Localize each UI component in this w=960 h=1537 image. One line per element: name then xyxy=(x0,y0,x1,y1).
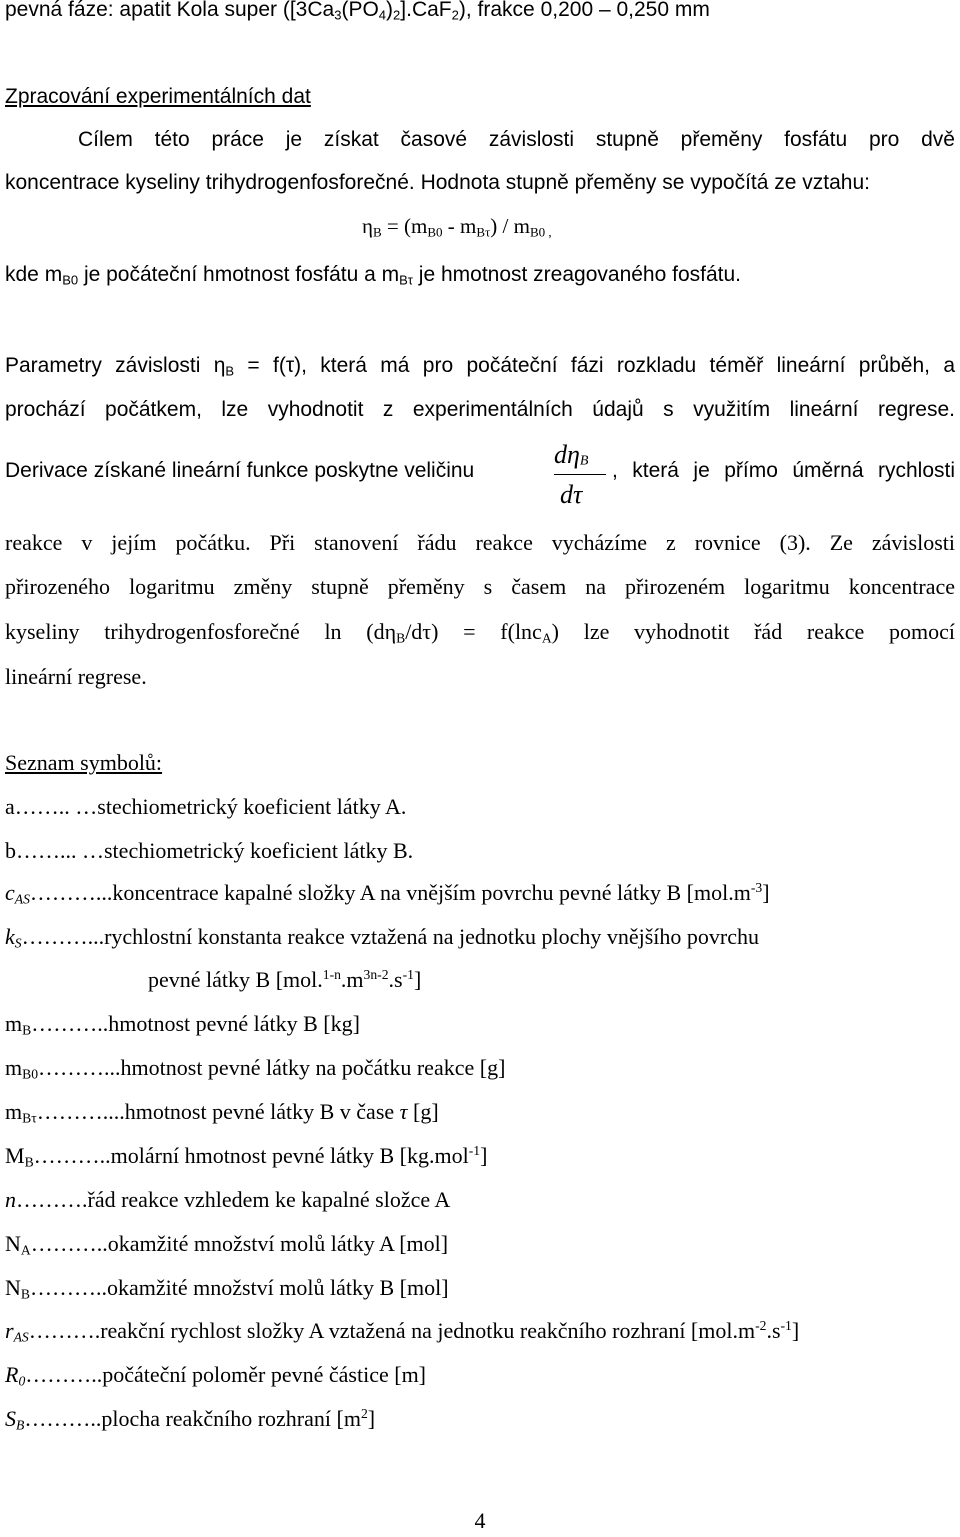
symbol-name: k xyxy=(5,924,15,949)
symbol-row xyxy=(5,1055,505,1081)
subscript: Bτ xyxy=(399,272,413,288)
symbol-row xyxy=(5,1099,439,1125)
symbol-desc: .počáteční poloměr pevné částice [m] xyxy=(96,1362,427,1387)
symbol-desc: .s xyxy=(766,1318,781,1343)
fraction-numerator xyxy=(554,440,588,470)
paragraph-text: koncentrace kyseliny trihydrogenfosforečné. xyxy=(5,171,415,194)
phase-info-line xyxy=(5,0,710,22)
where-line xyxy=(5,263,741,287)
symbol-dots: ………. xyxy=(30,1231,103,1256)
symbol-name: c xyxy=(5,880,15,905)
subscript: B0 xyxy=(22,1066,39,1082)
paragraph-line xyxy=(5,354,955,378)
symbol-desc: .hmotnost pevné látky B [kg] xyxy=(102,1011,360,1036)
symbol-dots: ………. xyxy=(29,880,102,905)
paragraph-text: Parametry závislosti η xyxy=(5,354,226,377)
symbol-row xyxy=(5,1143,487,1169)
subscript: B xyxy=(579,453,589,469)
symbol-row xyxy=(5,880,770,906)
subscript: AS xyxy=(14,891,30,907)
symbol-desc: stechiometrický koeficient látky A. xyxy=(97,794,407,819)
symbol-dots: …….. … xyxy=(14,794,98,819)
symbol-desc: .molární hmotnost pevné látky B [kg.mol xyxy=(105,1143,469,1168)
symbol-desc: ] xyxy=(762,880,770,905)
symbol-row xyxy=(5,924,759,950)
where-text: je počáteční hmotnost fosfátu a m xyxy=(78,263,400,286)
conversion-equation xyxy=(362,214,552,239)
superscript: -1 xyxy=(402,966,414,982)
subscript: Bτ xyxy=(476,224,491,240)
symbol-name: m xyxy=(5,1011,23,1036)
symbol-desc: ..rychlostní konstanta reakce vztažená na jednotku plochy vnějšího povrchu xyxy=(93,924,759,949)
symbol-dots: ………. xyxy=(33,1143,106,1168)
subscript: Bτ xyxy=(22,1110,37,1126)
symbol-desc: [g] xyxy=(407,1099,439,1124)
symbol-row xyxy=(5,1231,448,1257)
symbol-desc: ] xyxy=(480,1143,488,1168)
paragraph-line: Cílem této práce je získat časové závislosti stupně přeměny fosfátu pro dvě xyxy=(78,128,955,151)
paragraph-line xyxy=(5,171,870,195)
symbol-name: N xyxy=(5,1275,21,1300)
symbol-row xyxy=(5,1275,449,1301)
symbol-dots: ………. xyxy=(25,1362,97,1387)
paragraph-line: prochází počátkem, lze vyhodnotit z experimentálních údajů s využitím lineární regrese. xyxy=(5,398,955,421)
subscript: 2 xyxy=(393,7,401,23)
symbol-dots: ………. xyxy=(36,1099,109,1124)
symbol-name: r xyxy=(5,1318,14,1343)
paragraph-line: lineární regrese. xyxy=(5,664,147,689)
phase-text: (PO xyxy=(341,0,379,21)
page-number: 4 xyxy=(474,1508,486,1533)
symbol-dots: ………. xyxy=(24,1406,96,1431)
symbol-desc: ] xyxy=(367,1406,376,1431)
subscript: B0 xyxy=(427,224,443,240)
symbol-row xyxy=(5,1406,375,1432)
superscript: -3 xyxy=(750,879,763,895)
paragraph-text: kyseliny trihydrogenfosforečné ln (dη xyxy=(5,619,397,644)
phase-text: ), frakce 0,200 – 0,250 mm xyxy=(458,0,710,21)
symbol-desc: reakční rychlost složky A vztažená na jednotku reakčního rozhraní [mol.m xyxy=(100,1318,756,1343)
subscript: 2 xyxy=(451,7,459,23)
subscript: A xyxy=(541,630,552,646)
symbol-desc: .plocha reakčního rozhraní [m xyxy=(95,1406,361,1431)
symbol-desc: .okamžité množství molů látky B [mol] xyxy=(101,1275,449,1300)
subscript: S xyxy=(14,935,22,951)
subscript: 0 xyxy=(18,1373,26,1389)
superscript: -1 xyxy=(780,1317,792,1333)
symbol-name: a xyxy=(5,794,15,819)
superscript: 2 xyxy=(360,1405,368,1421)
subscript: B0 , xyxy=(529,224,552,240)
paragraph-text: Hodnota stupně přeměny se vypočítá ze vztahu: xyxy=(420,171,870,194)
subscript: B xyxy=(396,630,406,646)
symbol-dots: ………. xyxy=(21,924,94,949)
phase-text: ].CaF xyxy=(400,0,452,21)
subscript: B0 xyxy=(62,272,79,288)
subscript: B xyxy=(225,363,235,379)
symbol-dots: ………. xyxy=(29,1275,102,1300)
symbol-row xyxy=(5,1362,426,1388)
phase-text: ) xyxy=(386,0,394,21)
symbol-desc: .s xyxy=(388,967,403,992)
symbols-title: Seznam symbolů: xyxy=(5,750,163,775)
section-title: Zpracování experimentálních dat xyxy=(5,85,311,108)
subscript: AS xyxy=(13,1329,29,1345)
symbol-desc: ..hmotnost pevné látky na počátku reakce [g] xyxy=(109,1055,506,1080)
eta-symbol: η xyxy=(362,214,373,238)
symbol-name: m xyxy=(5,1099,23,1124)
paragraph-text: /dτ) = f(lnc xyxy=(405,619,542,644)
symbol-row xyxy=(5,1011,360,1037)
paragraph-line: Derivace získané lineární funkce poskytne veličinu xyxy=(5,459,475,482)
numerator-text: dη xyxy=(554,440,580,469)
symbol-desc: ] xyxy=(413,967,422,992)
equation-text: ) / m xyxy=(490,214,530,238)
paragraph-line: přirozeného logaritmu změny stupně přeměny s časem na přirozeném logaritmu koncentrace xyxy=(5,574,955,599)
symbol-desc: stechiometrický koeficient látky B. xyxy=(104,838,414,863)
symbol-row xyxy=(5,1187,450,1213)
phase-text: pevná fáze: apatit Kola super ([3Ca xyxy=(5,0,335,21)
paragraph-text: ) lze vyhodnotit řád reakce pomocí xyxy=(551,619,955,644)
superscript: -1 xyxy=(468,1142,481,1158)
fraction-denominator: dτ xyxy=(560,480,583,509)
symbol-name: m xyxy=(5,1055,23,1080)
symbol-desc: .okamžité množství molů látky A [mol] xyxy=(102,1231,449,1256)
subscript: B xyxy=(24,1154,34,1170)
symbol-desc: ] xyxy=(791,1318,800,1343)
equation-text: - m xyxy=(442,214,477,238)
fraction-bar xyxy=(554,474,606,475)
symbol-row xyxy=(5,838,413,864)
tau-symbol: τ xyxy=(399,1099,408,1124)
symbol-name: R xyxy=(5,1362,19,1387)
paragraph-line: reakce v jejím počátku. Při stanovení řádu reakce vycházíme z rovnice (3). Ze závislosti xyxy=(5,530,955,555)
derivative-fraction xyxy=(554,440,614,510)
subscript: 3 xyxy=(334,7,342,23)
symbol-dots: ………. xyxy=(16,1187,88,1212)
symbol-desc: řád reakce vzhledem ke kapalné složce A xyxy=(87,1187,451,1212)
subscript: B xyxy=(16,1417,25,1433)
symbol-row xyxy=(5,794,406,820)
subscript: A xyxy=(20,1242,31,1258)
subscript: B xyxy=(372,224,382,240)
symbol-dots: ………. xyxy=(38,1055,110,1080)
symbol-dots: ………. xyxy=(31,1011,103,1036)
symbol-desc: ...hmotnost pevné látky B v čase xyxy=(108,1099,400,1124)
symbol-row-continuation xyxy=(148,967,421,993)
paragraph-line: , která je přímo úměrná rychlosti xyxy=(612,459,955,482)
superscript: 1-n xyxy=(322,966,341,982)
symbol-name: b xyxy=(5,838,16,863)
superscript: -2 xyxy=(755,1317,767,1333)
subscript: B xyxy=(22,1022,32,1038)
where-text: kde m xyxy=(5,263,63,286)
equation-text: = (m xyxy=(381,214,428,238)
symbol-desc: pevné látky B [mol. xyxy=(148,967,323,992)
symbol-name: n xyxy=(5,1187,16,1212)
symbol-row xyxy=(5,1318,799,1344)
symbol-dots: ………. xyxy=(28,1318,101,1343)
symbol-name: M xyxy=(5,1143,25,1168)
symbol-desc: ..koncentrace kapalné složky A na vnějším povrchu pevné látky B [mol.m xyxy=(101,880,751,905)
symbol-desc: .m xyxy=(340,967,364,992)
symbol-name: S xyxy=(5,1406,16,1431)
subscript: B xyxy=(20,1286,30,1302)
paragraph-text: = f(τ), která má pro počáteční fázi rozkladu téměř lineární průběh, a xyxy=(234,354,955,377)
superscript: 3n-2 xyxy=(363,966,389,982)
symbol-name: N xyxy=(5,1231,21,1256)
paragraph-line xyxy=(5,619,955,645)
symbol-dots: ……... … xyxy=(16,838,104,863)
subscript: 4 xyxy=(378,7,387,23)
where-text: je hmotnost zreagovaného fosfátu. xyxy=(412,263,741,286)
